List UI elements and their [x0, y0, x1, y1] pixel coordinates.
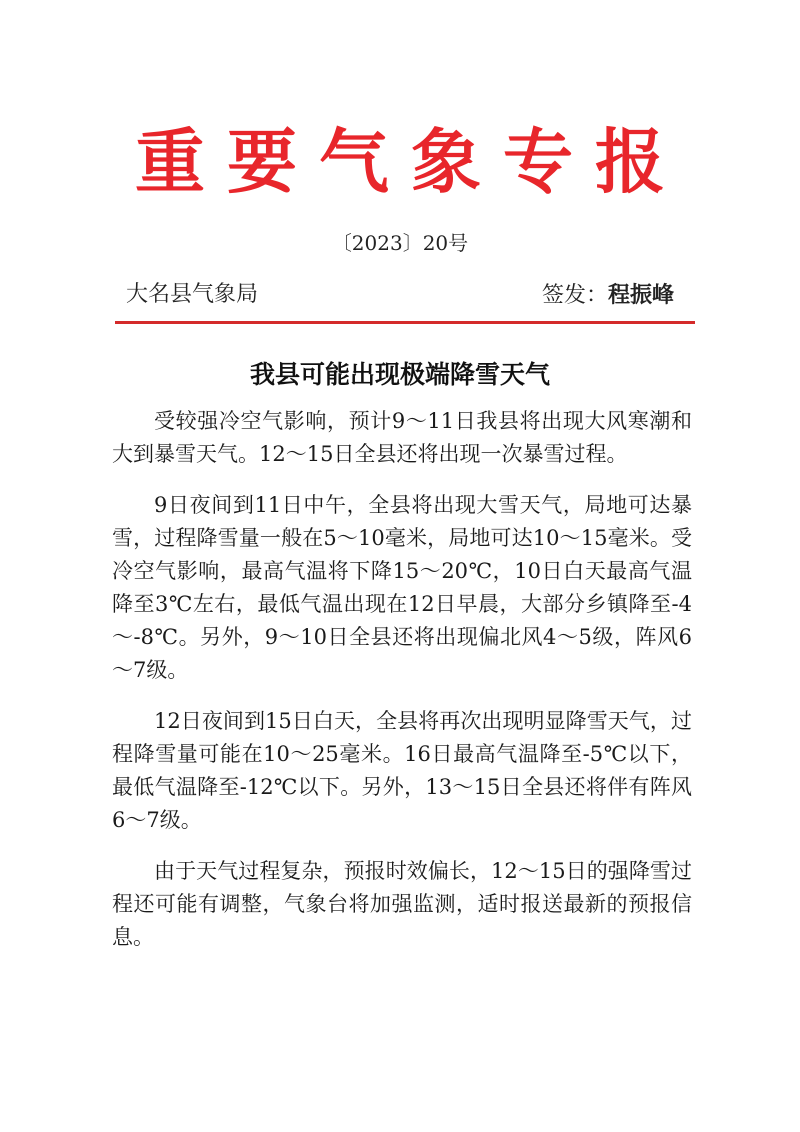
signer-block: [542, 281, 674, 310]
body-paragraph: 由于天气过程复杂，预报时效偏长，12～15日的强降雪过程还可能有调整，气象台将加强监测，适时报送最新的预报信息。: [112, 859, 692, 949]
masthead-title: 重要气象专报: [135, 121, 687, 203]
header-divider: [115, 321, 695, 324]
issuer-name: 大名县气象局: [126, 282, 259, 307]
signer-label: 签发：: [541, 283, 608, 308]
body-paragraph: 9日夜间到11日中午，全县将出现大雪天气，局地可达暴雪，过程降雪量一般在5～10毫米，局地可达10～15毫米。受冷空气影响，最高气温将下降15～20℃，10日白天最高气温降至3℃左右，最低气温出现在12日早晨，大部分乡镇降至-4～-8℃。另外，9～10日全县还将出现偏北风4～5级，阵风6～7级。: [112, 493, 692, 682]
body-paragraph: 受较强冷空气影响，预计9～11日我县将出现大风寒潮和大到暴雪天气。12～15日全县还将出现一次暴雪过程。: [112, 409, 692, 466]
signer-name: 程振峰: [607, 282, 674, 308]
document-title: 我县可能出现极端降雪天气: [249, 360, 550, 389]
body-paragraph: 12日夜间到15日白天，全县将再次出现明显降雪天气，过程降雪量可能在10～25毫米。16日最高气温降至-5℃以下，最低气温降至-12℃以下。另外，13～15日全县还将伴有阵风6～7级。: [112, 709, 692, 832]
document-body: [112, 405, 692, 972]
issue-number: 〔2023〕20号: [331, 231, 469, 255]
